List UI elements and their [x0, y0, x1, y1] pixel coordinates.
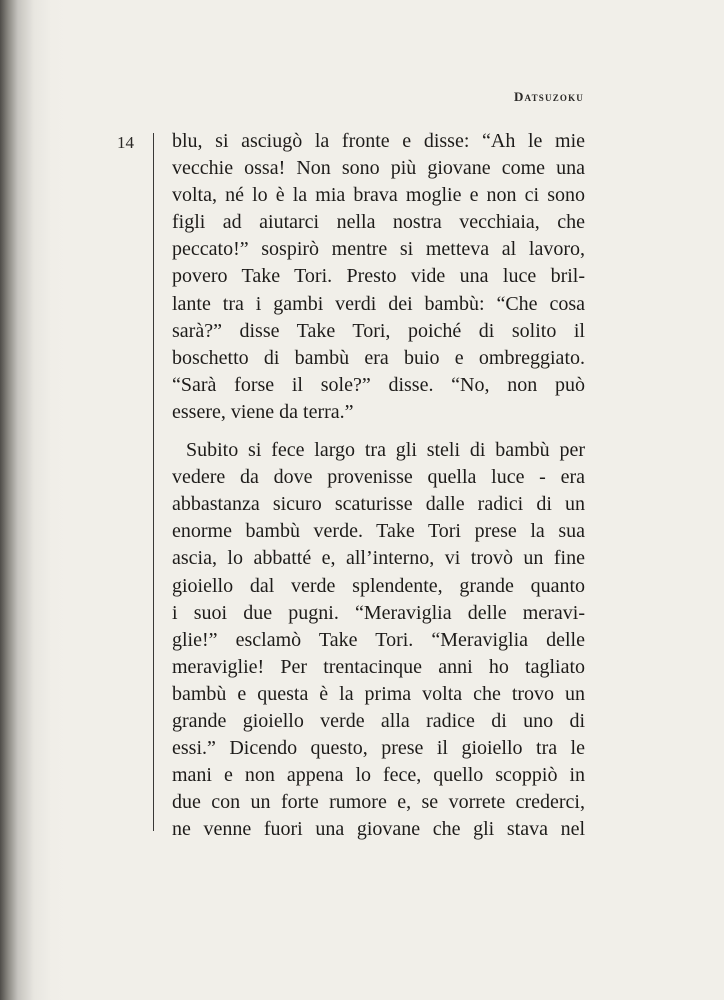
text-line: gioiello dal verde splendente, grande quanto [172, 574, 585, 597]
text-line: “Sarà forse il sole?” disse. “No, non può [172, 373, 585, 396]
page-number: 14 [117, 133, 134, 152]
text-line: vedere da dove provenisse quella luce - era [172, 466, 585, 489]
text-line: i suoi due pugni. “Meraviglia delle meravi- [172, 601, 585, 624]
text-line: glie!” esclamò Take Tori. “Meraviglia delle [172, 628, 585, 651]
body-text [172, 128, 585, 843]
text-line: boschetto di bambù era buio e ombreggiato. [172, 346, 585, 369]
text-line: grande gioiello verde alla radice di uno di [172, 709, 585, 732]
text-line: meraviglie! Per trentacinque anni ho tagliato [172, 655, 585, 678]
text-line: essi.” Dicendo questo, prese il gioiello tra le [172, 737, 585, 760]
text-line: peccato!” sospirò mentre si metteva al lavoro, [172, 238, 585, 261]
text-line: essere, viene da terra.” [172, 400, 354, 423]
text-line: abbastanza sicuro scaturisse dalle radici di un [172, 493, 585, 516]
text-line: povero Take Tori. Presto vide una luce bril- [172, 265, 585, 288]
text-line: mani e non appena lo fece, quello scoppiò in [172, 764, 585, 787]
text-line: vecchie ossa! Non sono più giovane come una [172, 157, 585, 180]
text-line: sarà?” disse Take Tori, poiché di solito il [172, 319, 585, 342]
text-line: due con un forte rumore e, se vorrete crederci, [172, 791, 585, 814]
text-line: figli ad aiutarci nella nostra vecchiaia, che [172, 211, 585, 234]
text-line: ascia, lo abbatté e, all’interno, vi trovò un fine [172, 547, 585, 570]
margin-rule [153, 133, 154, 831]
text-line: ne venne fuori una giovane che gli stava nel [172, 818, 585, 841]
paragraph-2 [172, 437, 585, 843]
paragraph-gap [172, 426, 585, 437]
text-line: bambù e questa è la prima volta che trovo un [172, 682, 585, 705]
text-line: lante tra i gambi verdi dei bambù: “Che cosa [172, 292, 585, 315]
running-head: Datsuzoku [513, 89, 584, 104]
text-line: blu, si asciugò la fronte e disse: “Ah le mie [172, 130, 585, 152]
text-line: Subito si fece largo tra gli steli di bambù per [186, 439, 585, 462]
paragraph-1 [172, 128, 585, 426]
text-line: enorme bambù verde. Take Tori prese la sua [172, 520, 585, 543]
text-line: volta, né lo è la mia brava moglie e non ci sono [172, 184, 585, 207]
